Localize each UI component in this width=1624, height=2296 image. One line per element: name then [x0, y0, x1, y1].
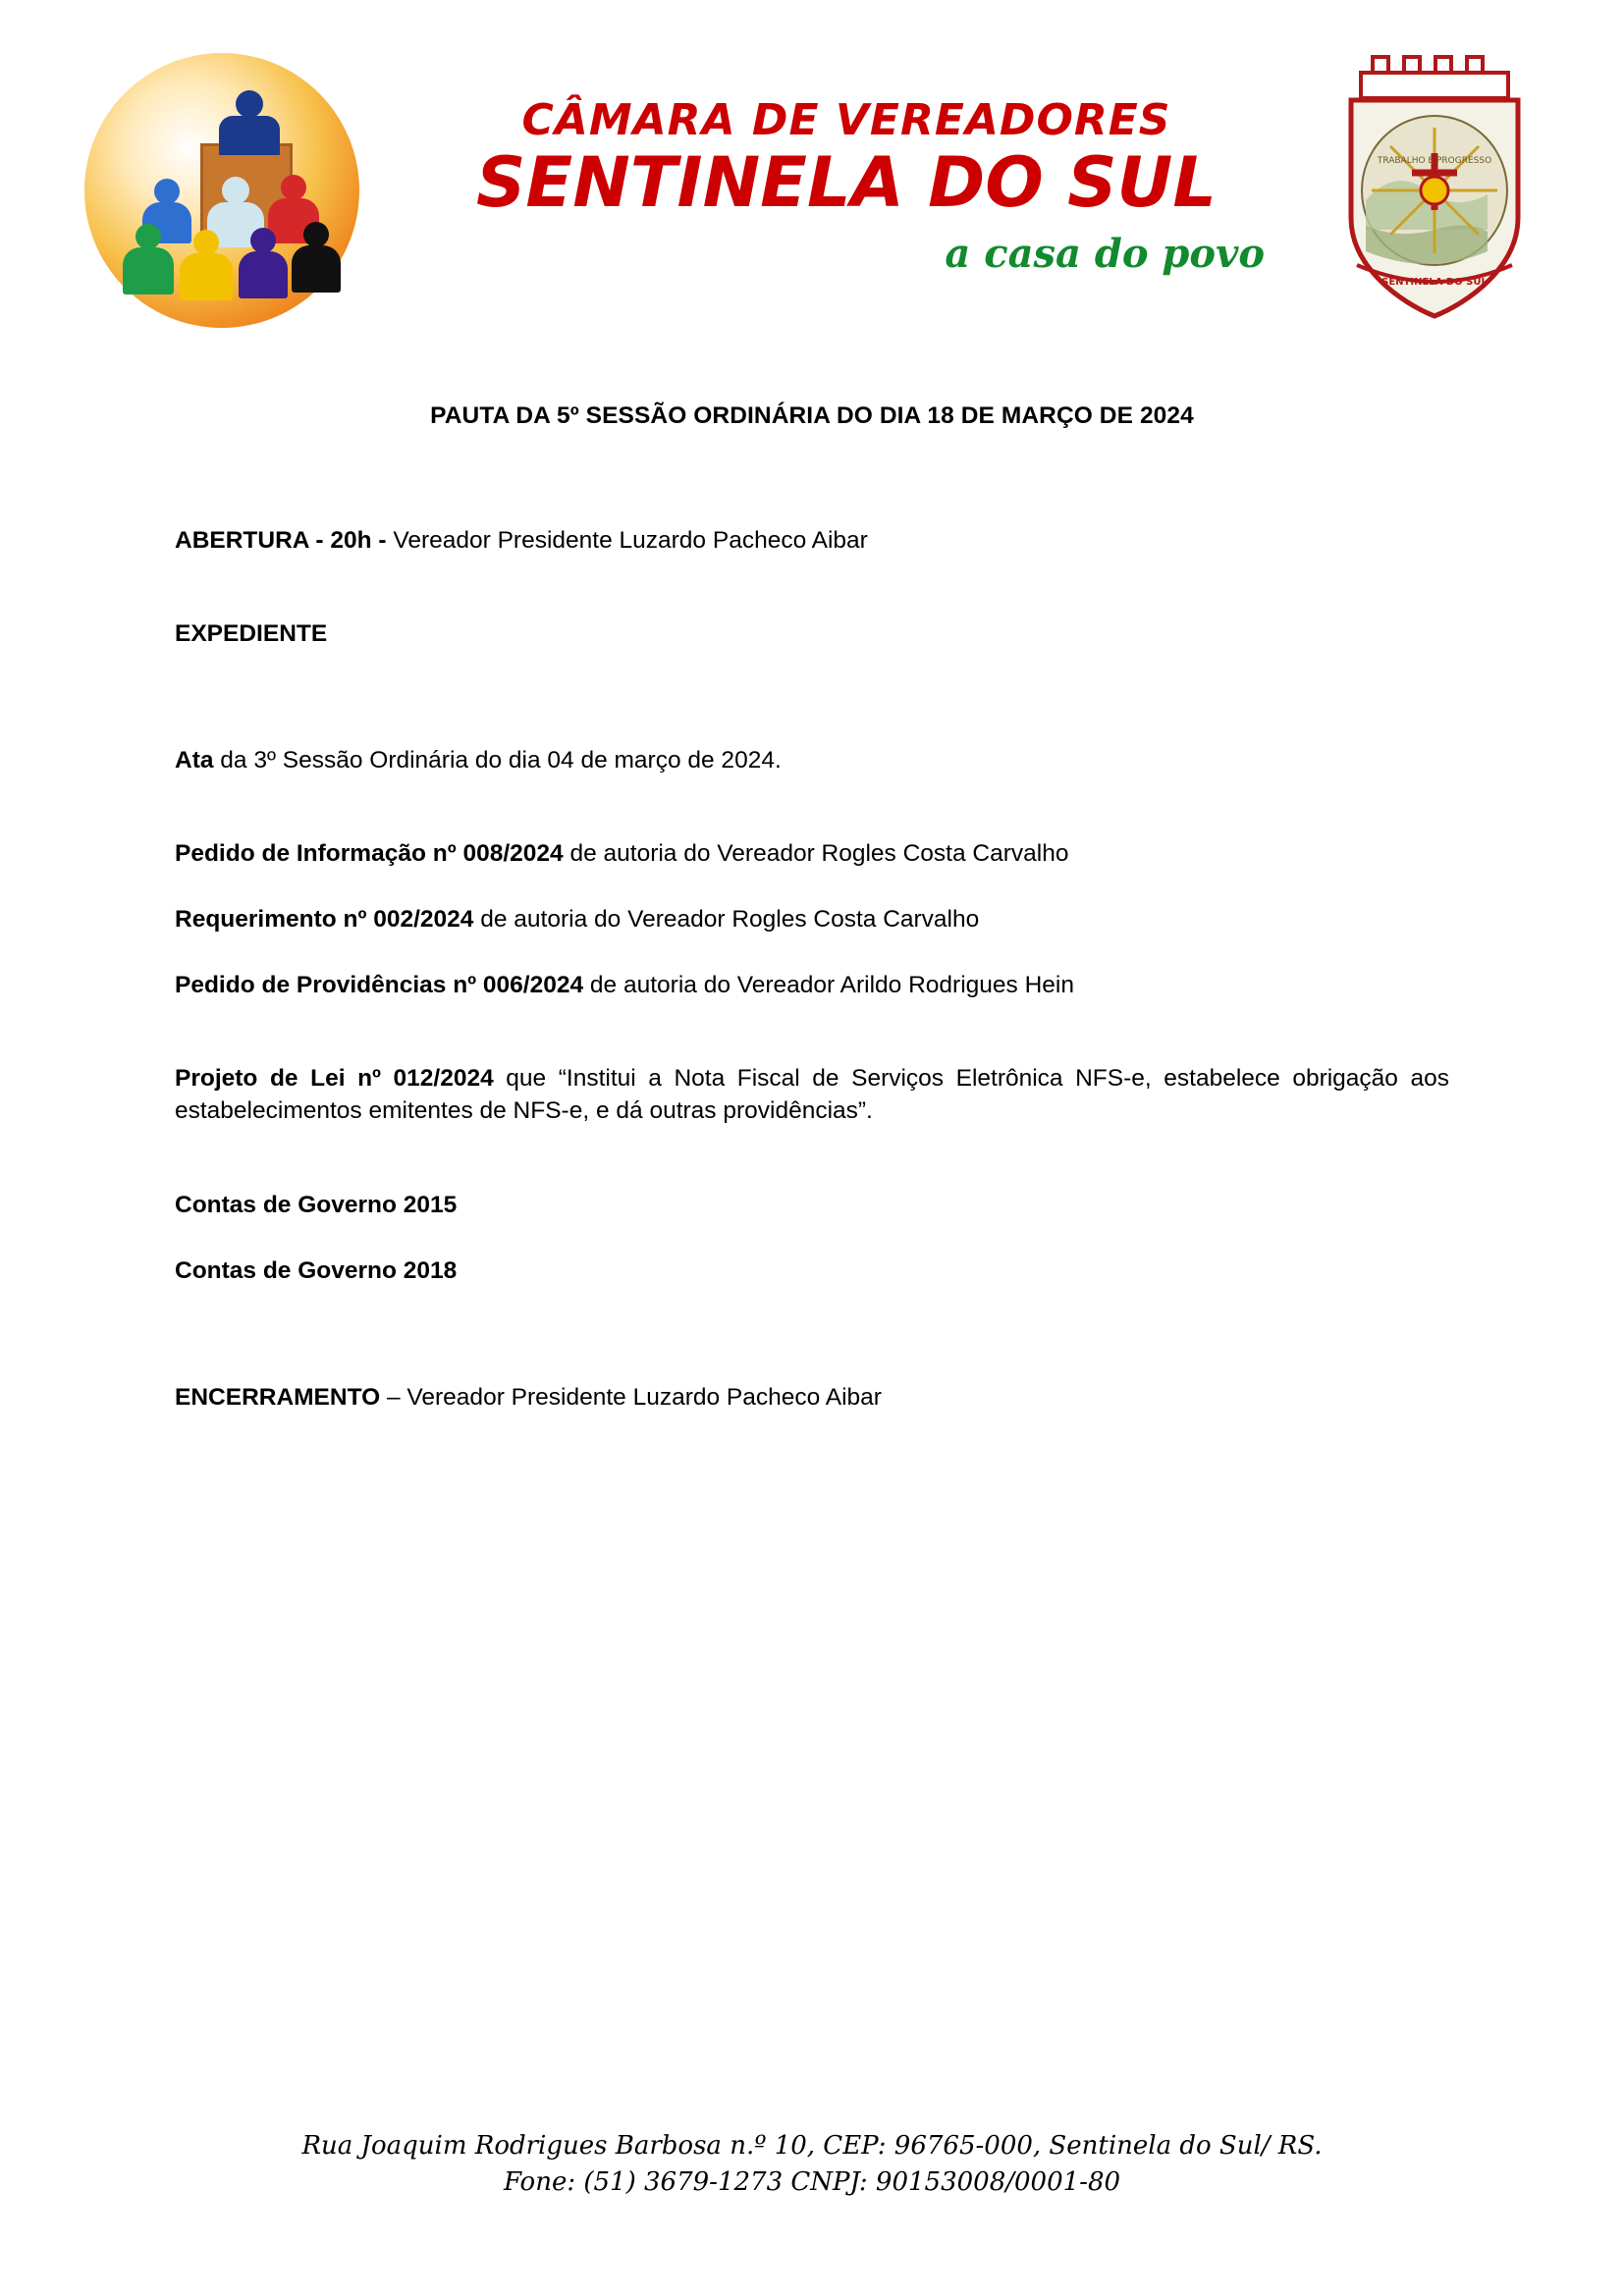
list-item [175, 837, 1449, 870]
closing-label: ENCERRAMENTO [175, 1383, 381, 1411]
list-item [175, 744, 1449, 776]
list-item [175, 969, 1449, 1001]
footer-contact: Fone: (51) 3679-1273 CNPJ: 90153008/0001-80 [503, 2167, 1121, 2198]
item-label: Pedido de Informação nº 008/2024 [175, 840, 564, 868]
svg-text:TRABALHO E PROGRESSO: TRABALHO E PROGRESSO [1377, 156, 1492, 166]
figure-audience-7 [291, 222, 342, 293]
header-title-block [371, 94, 1322, 278]
footer-address: Rua Joaquim Rodrigues Barbosa n.º 10, CEP: 96765-000, Sentinela do Sul/ RS. [301, 2130, 1323, 2161]
opening-text: Vereador Presidente Luzardo Pacheco Aibar [393, 527, 868, 554]
projeto-label: Projeto de Lei nº 012/2024 [175, 1065, 494, 1093]
section-expediente-label: EXPEDIENTE [175, 620, 328, 648]
document-body [175, 430, 1449, 1414]
item-text: da 3º Sessão Ordinária do dia 04 de março de 2024. [213, 747, 782, 774]
item-label: Requerimento nº 002/2024 [175, 906, 474, 934]
list-item [175, 1255, 1449, 1287]
document-header [0, 0, 1624, 353]
item-label: Ata [175, 747, 214, 774]
contas-2015: Contas de Governo 2015 [175, 1191, 458, 1218]
list-item [175, 903, 1449, 935]
list-item [175, 1189, 1449, 1221]
item-text: de autoria do Vereador Arildo Rodrigues Hein [583, 972, 1074, 999]
figure-audience-5 [179, 230, 234, 300]
contas-2018: Contas de Governo 2018 [175, 1256, 458, 1284]
svg-text:SENTINELA DO SUL: SENTINELA DO SUL [1381, 277, 1488, 288]
projeto-text: que “Institui a Nota Fiscal de Serviços Eletrônica NFS-e, estabelece obrigação aos estabelecimentos emitentes de NFS-e, e dá outras providências”. [175, 1065, 1449, 1125]
section-expediente [175, 617, 1449, 650]
header-title-line2: SENTINELA DO SUL [475, 141, 1217, 223]
item-text: de autoria do Vereador Rogles Costa Carvalho [563, 840, 1069, 868]
document-footer [0, 2128, 1624, 2202]
figure-audience-6 [238, 228, 289, 298]
logo-figures [84, 53, 359, 328]
header-title-line1: CÂMARA DE VEREADORES [521, 94, 1171, 145]
page-title: PAUTA DA 5º SESSÃO ORDINÁRIA DO DIA 18 DE MARÇO DE 2024 [430, 402, 1194, 429]
opening-line [175, 524, 1449, 557]
header-tagline: a casa do povo [945, 231, 1265, 278]
projeto-de-lei [175, 1062, 1449, 1127]
closing-line [175, 1381, 1449, 1414]
closing-text: – Vereador Presidente Luzardo Pacheco Aibar [380, 1383, 882, 1411]
coat-of-arms-icon [1322, 43, 1547, 338]
figure-speaker [218, 90, 281, 159]
item-label: Pedido de Providências nº 006/2024 [175, 972, 584, 999]
item-text: de autoria do Vereador Rogles Costa Carvalho [473, 906, 980, 934]
figure-audience-4 [122, 224, 175, 294]
assembly-people-logo [77, 43, 371, 338]
opening-label: ABERTURA - 20h - [175, 527, 394, 554]
